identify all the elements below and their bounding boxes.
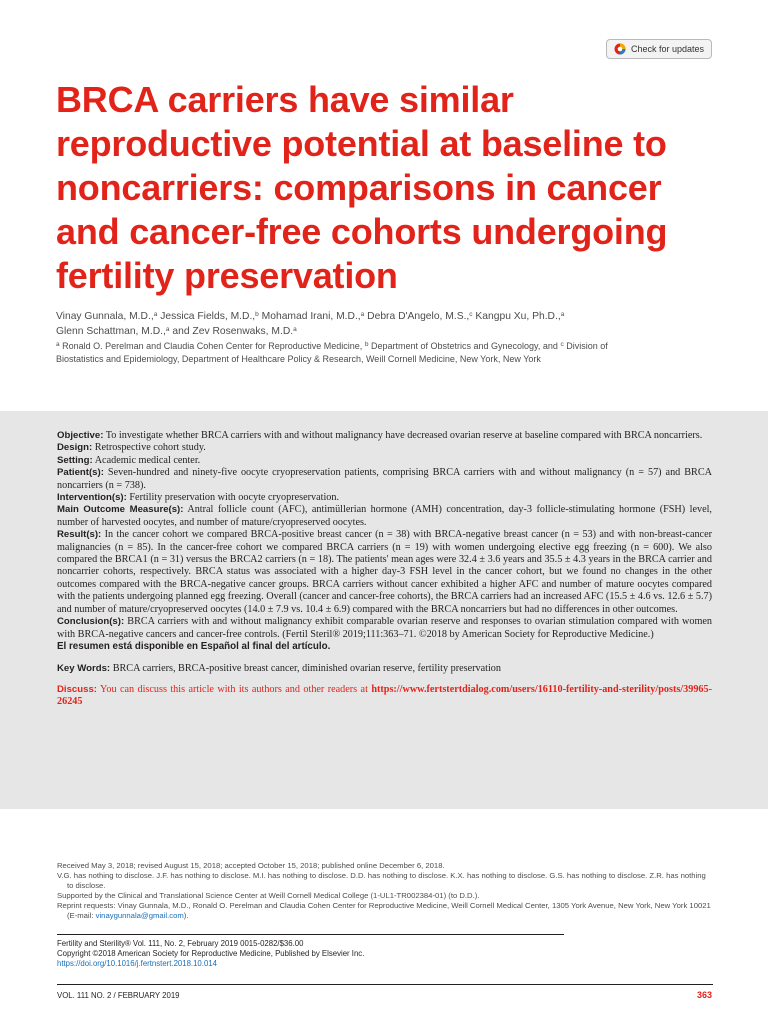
section-text: Seven-hundred and ninety-five oocyte cryopreservation patients, comprising BRCA carriers with and without malignancy (n = 57) and BRCA noncarriers (n = 738). [57, 467, 712, 491]
abstract-objective [57, 430, 712, 442]
keywords-text: BRCA carriers, BRCA-positive breast cancer, diminished ovarian reserve, fertility preservation [112, 663, 501, 675]
abstract-conclusion [57, 616, 712, 641]
author-affiliation-mark: c [469, 311, 473, 318]
section-text: To investigate whether BRCA carriers with and without malignancy have decreased ovarian reserve at baseline compared with BRCA noncarriers. [105, 430, 703, 441]
footnote-funding: Supported by the Clinical and Translational Science Center at Weill Cornell Medical College (1-UL1-TR002384-01) (to D.D.). [57, 891, 480, 900]
journal-info [57, 939, 617, 969]
footnote-dates: Received May 3, 2018; revised August 15, 2018; accepted October 15, 2018; published online December 6, 2018. [57, 861, 445, 870]
footnotes [57, 861, 713, 921]
abstract [57, 430, 712, 709]
footnote-disclosures: V.G. has nothing to disclose. J.F. has nothing to disclose. M.I. has nothing to disclose. D.D. has nothing to disclose. K.X. has nothing to disclose. G.S. has nothing to disclose. Z.R. has nothing to disclose. [57, 871, 706, 890]
affiliation-mark: a [56, 341, 60, 348]
reprint-tail: ). [183, 911, 189, 920]
affiliation-and: and [542, 341, 558, 351]
title-line: noncarriers: comparisons in cancer [56, 167, 662, 208]
footer-divider [57, 984, 713, 985]
keywords [57, 663, 712, 675]
spanish-abstract-note: El resumen está disponible en Español al final del artículo. [57, 640, 331, 652]
discuss-link[interactable]: https://www.fertstertdialog.com/users/16110-fertility-and-sterility/posts/39965-26245 [57, 683, 712, 708]
abstract-interventions [57, 492, 712, 504]
discuss-note [57, 684, 712, 709]
affiliations [56, 340, 656, 365]
section-text: In the cancer cohort we compared BRCA-positive breast cancer (n = 38) with BRCA-negative breast cancer (n = 53) and with non-breast-cancer malignancies (n = 85). In the cancer-free cohort we compared BRCA carriers (n = 19) with women undergoing elective egg freezing (n = 600). We also compared the BRCA1 (n = 31) versus the BRCA2 carriers (n = 18). The patients' mean ages were 32.4 ± 3.6 years and 35.5 ± 4.3 years in the BRCA carrier and noncarrier cohorts, respectively. BRCA status was associated with a higher day-3 FSH level in the cancer cohort, but we found no changes in the other outcomes compared with the BRCA-negative cancer groups. BRCA carriers without cancer exhibited a higher AFC and number of mature oocytes compared with the patients undergoing planned egg freezing. Overall (cancer and cancer-free cohorts), the BRCA carriers had an increased AFC (15.5 ± 4.6 vs. 12.6 ± 5.7) and number of mature/cryopreserved oocytes (14.0 ± 7.9 vs. 10.4 ± 6.9) compared with the BRCA noncarriers but had no differences in other outcomes. [57, 529, 712, 615]
abstract-setting [57, 455, 712, 467]
section-text: Retrospective cohort study. [94, 442, 206, 454]
page-number: 363 [696, 990, 712, 1000]
article-title [56, 78, 716, 298]
section-label: Result(s): [57, 529, 102, 541]
section-text: Academic medical center. [94, 454, 201, 466]
affiliation-c: Division of Biostatistics and Epidemiology, Department of Healthcare Policy & Research, Weill Cornell Medicine, New York, New York [56, 341, 608, 364]
abstract-design [57, 442, 712, 454]
title-line: fertility preservation [56, 255, 398, 296]
author-name: Debra D'Angelo, M.S., [367, 311, 470, 322]
section-label: Patient(s): [57, 467, 104, 479]
section-label: Main Outcome Measure(s): [57, 504, 184, 516]
section-label: Design: [57, 442, 93, 454]
author-affiliation-mark: a [560, 311, 565, 318]
section-text: Fertility preservation with oocyte cryopreservation. [129, 492, 340, 504]
reprint-text: Reprint requests: Vinay Gunnala, M.D., Ronald O. Perelman and Claudia Cohen Center for Reproductive Medicine, Weill Cornell Medical Center, 1305 York Avenue, New York, New York 10021 (E-mail: [57, 901, 711, 920]
affiliation-mark: c [560, 341, 564, 348]
author-affiliation-mark: a [293, 326, 297, 333]
footer-issue: VOL. 111 NO. 2 / FEBRUARY 2019 [57, 991, 180, 1000]
crossmark-icon [614, 43, 626, 55]
title-line: and cancer-free cohorts undergoing [56, 211, 668, 252]
check-for-updates-label: Check for updates [631, 44, 705, 54]
journal-divider [57, 934, 564, 935]
section-label: Objective: [57, 430, 104, 441]
author-name: Jessica Fields, M.D., [160, 311, 256, 322]
abstract-patients [57, 467, 712, 492]
author-list [56, 309, 716, 339]
journal-citation: Fertility and Sterility® Vol. 111, No. 2, February 2019 0015-0282/$36.00 [57, 939, 304, 948]
check-for-updates-button[interactable] [606, 39, 712, 59]
discuss-label: Discuss: [57, 683, 97, 695]
author-affiliation-mark: a [165, 326, 170, 333]
discuss-text: You can discuss this article with its authors and other readers at [100, 683, 368, 695]
title-line: BRCA carriers have similar [56, 79, 514, 120]
author-name: Kangpu Xu, Ph.D., [475, 311, 561, 322]
keywords-label: Key Words: [57, 663, 111, 675]
reprint-email[interactable]: vinaygunnala@gmail.com [95, 911, 184, 920]
doi-link[interactable]: https://doi.org/10.1016/j.fertnstert.2018.10.014 [57, 959, 217, 968]
title-line: reproductive potential at baseline to [56, 123, 667, 164]
author-affiliation-mark: b [255, 311, 259, 318]
affiliation-b: Department of Obstetrics and Gynecology, [370, 341, 541, 351]
section-label: Setting: [57, 454, 93, 466]
section-text: BRCA carriers with and without malignancy exhibit comparable ovarian reserve and responses to ovarian stimulation compared with women with BRCA-negative cancers and cancer-free controls. (Fertil Steril® 2019;111:363–71. ©2018 by American Society for Reproductive Medicine.) [57, 616, 713, 640]
affiliation-mark: b [364, 341, 369, 348]
author-affiliation-mark: a [360, 311, 365, 318]
author-name: Glenn Schattman, M.D., [56, 326, 166, 337]
footnote-reprint [57, 901, 713, 921]
affiliation-a: Ronald O. Perelman and Claudia Cohen Center for Reproductive Medicine, [62, 341, 363, 351]
author-name: and Zev Rosenwaks, M.D. [172, 326, 294, 337]
section-label: Intervention(s): [57, 492, 127, 504]
section-label: Conclusion(s): [57, 616, 125, 628]
abstract-results [57, 529, 712, 616]
author-name: Vinay Gunnala, M.D., [56, 311, 154, 322]
author-name: Mohamad Irani, M.D., [261, 311, 361, 322]
section-text: Antral follicle count (AFC), antimüllerian hormone (AMH) concentration, day-3 follicle-stimulating hormone (FSH) level, number of harvested oocytes, and number of mature/cryopreserved oocytes. [57, 504, 712, 528]
abstract-outcome [57, 504, 712, 529]
journal-copyright: Copyright ©2018 American Society for Reproductive Medicine, Published by Elsevier Inc. [57, 949, 365, 958]
author-affiliation-mark: a [153, 311, 158, 318]
